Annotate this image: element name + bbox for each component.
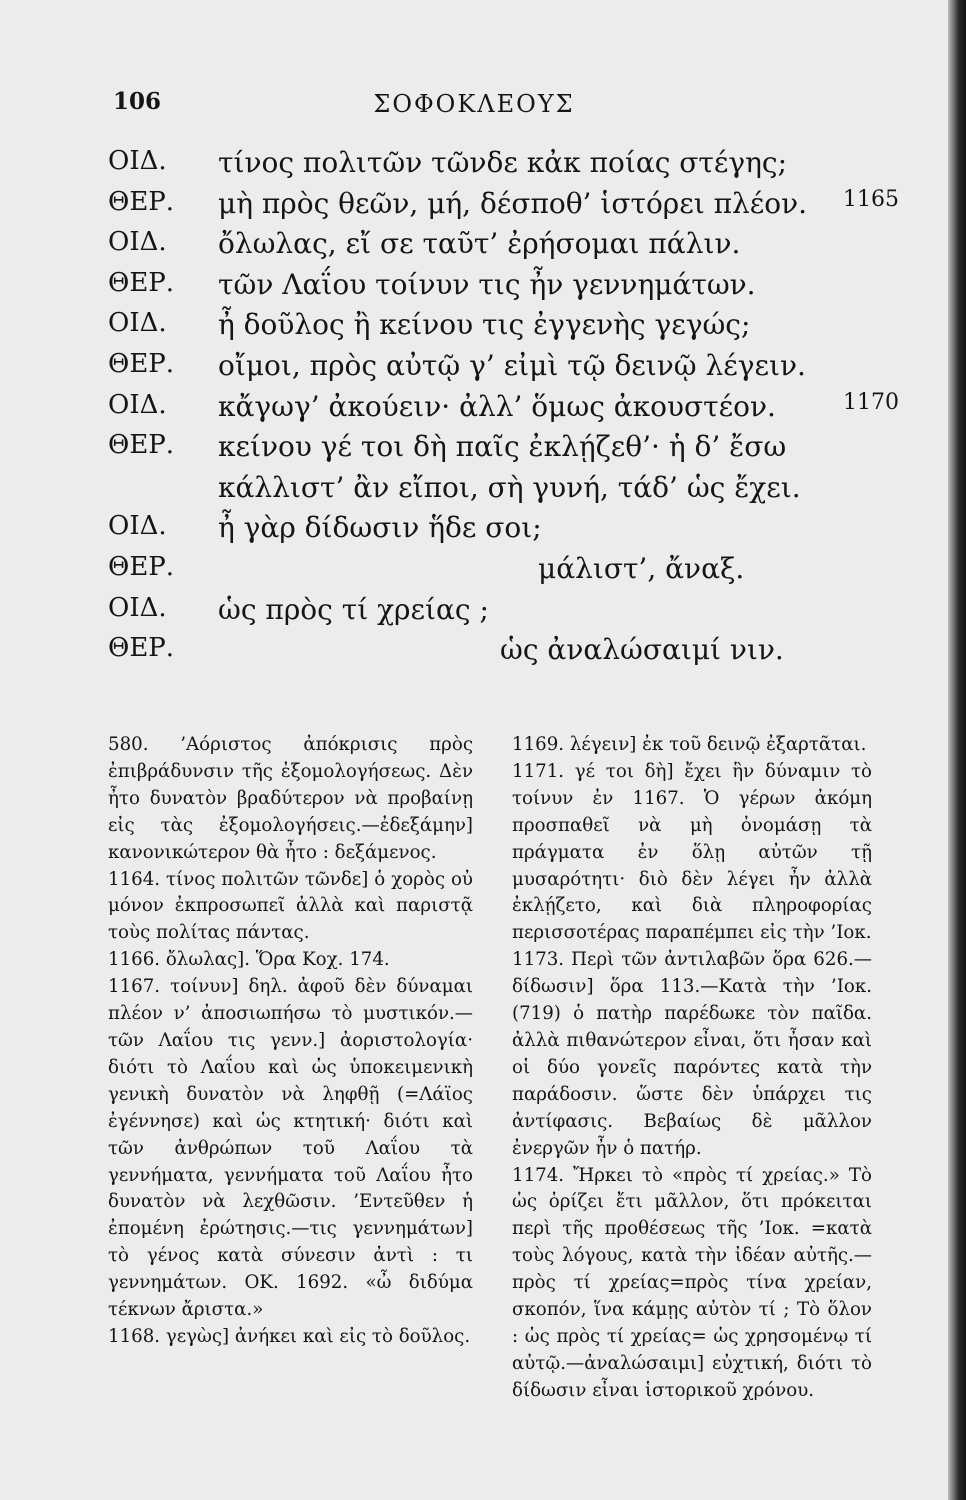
speaker-label: ΘΕΡ.: [108, 267, 175, 298]
verse-line: [100, 430, 920, 471]
running-title: ΣΟΦΟΚΛΕΟΥΣ: [373, 90, 575, 118]
commentary-note: 1174. Ἤρκει τὸ «πρὸς τί χρείας.» Τὸ ὡς ὁρίζει ἔτι μᾶλλον, ὅτι πρόκειται περὶ τῆς προθέσεως τῆς ’Ιοκ. =κατὰ τοὺς λόγους, κατὰ τὴν ἰδέαν αὐτῆς.—πρὸς τί χρείας=πρὸς τίνα χρείαν, σκοπόν, ἵνα κάμῃς αὐτὸν τί ; Τὸ ὅλον : ὡς πρὸς τί χρείας= ὡς χρησομένῳ τί αὐτῷ.—ἀναλώσαιμι] εὐχτική, διότι τὸ δίδωσιν εἶναι ἱστορικοῦ χρόνου.: [512, 1164, 872, 1401]
verse-text: ὡς πρὸς τί χρείας ;: [218, 592, 489, 626]
verse-text: κείνου γέ τοι δὴ παῖς ἐκλῄζεθ’· ἡ δ’ ἔσω: [218, 430, 787, 464]
verse-line: [100, 471, 920, 512]
speaker-label: ΘΕΡ.: [108, 551, 175, 582]
verse-text: μὴ πρὸς θεῶν, μή, δέσποθ’ ἱστόρει πλέον.: [218, 186, 808, 220]
verse-text: τίνος πολιτῶν τῶνδε κἀκ ποίας στέγης;: [218, 146, 788, 179]
speaker-label: ΟΙΔ.: [108, 227, 167, 258]
verse-text: μάλιστ’, ἄναξ.: [538, 551, 745, 585]
speaker-label: ΟΙΔ.: [108, 308, 167, 339]
verse-text: ἦ γὰρ δίδωσιν ἥδε σοι;: [218, 511, 542, 545]
verse-line: [100, 511, 920, 552]
page-header: [0, 88, 948, 128]
verse-line: [100, 187, 920, 228]
verse-text: κἄγωγ’ ἀκούειν· ἀλλ’ ὅμως ἀκουστέον.: [218, 389, 776, 423]
page-edge-shadow: [948, 0, 966, 1500]
commentary-note: 580. ’Αόριστος ἀπόκρισις πρὸς ἐπιβράδυνσιν τῆς ἐξομολογήσεως. Δὲν ἦτο δυνατὸν βραδύτερον νὰ προβαίνῃ εἰς τὰς ἐξομολογήσεις.—ἐδεξάμην] κανονικώτερον θὰ ἦτο : δεξάμενος.: [108, 734, 473, 863]
verse-line: [100, 146, 920, 187]
verse-line: [100, 390, 920, 431]
commentary-note: 1169. λέγειν] ἐκ τοῦ δεινῷ ἐξαρτᾶται.: [512, 734, 867, 755]
verse-text: ὡς ἀναλώσαιμί νιν.: [500, 633, 784, 667]
commentary-right-column: [512, 732, 872, 1405]
verse-text: ἦ δοῦλος ἢ κείνου τις ἐγγενὴς γεγώς;: [218, 308, 751, 342]
line-number: 1165: [843, 186, 899, 212]
commentary-note: 1167. τοίνυν] δηλ. ἀφοῦ δὲν δύναμαι πλέον ν’ ἀποσιωπήσω τὸ μυστικόν.—τῶν Λαΐου τις γενν.] ἀοριστολογία· διότι τὸ Λαΐου καὶ ὡς ὑποκειμενικὴ γενικὴ δυνατὸν νὰ ληφθῇ (=Λάϊος ἐγέννησε) καὶ ὡς κτητική· διότι καὶ τῶν ἀνθρώπων τοῦ Λαΐου τὰ γεννήματα, γεννήματα τοῦ Λαΐου ἦτο δυνατὸν νὰ λεχθῶσιν. ’Εντεῦθεν ἡ ἐπομένη ἐρώτησις.—τις γεννημάτων] τὸ γένος κατὰ σύνεσιν ἀντὶ : τι γεννημάτων. ΟΚ. 1692. «ὦ διδύμα τέκνων ἄριστα.»: [108, 976, 473, 1321]
commentary-note: 1168. γεγὼς] ἀνήκει καὶ εἰς τὸ δοῦλος.: [108, 1325, 471, 1347]
verse-text: ὄλωλας, εἴ σε ταῦτ’ ἐρήσομαι πάλιν.: [218, 227, 741, 261]
speaker-label: ΟΙΔ.: [108, 511, 167, 542]
speaker-label: ΘΕΡ.: [108, 430, 175, 461]
verse-text: τῶν Λαΐου τοίνυν τις ἦν γεννημάτων.: [218, 267, 756, 301]
speaker-label: ΟΙΔ.: [108, 389, 167, 420]
commentary-note: 1171. γέ τοι δὴ] ἔχει ἣν δύναμιν τὸ τοίνυν ἐν 1167. Ὁ γέρων ἀκόμη προσπαθεῖ νὰ μὴ ὀνομάσῃ τὰ πράγματα ἐν ὅλῃ αὐτῶν τῇ μυσαρότητι· διὸ δὲν λέγει ἦν ἀλλὰ ἐκλῄζετο, καὶ διὰ πληροφορίας περισσοτέρας παραπέμπει εἰς τὴν ’Ιοκ.: [512, 760, 872, 944]
commentary-note: 1164. τίνος πολιτῶν τῶνδε] ὁ χορὸς οὐ μόνον ἐκπροσωπεῖ ἀλλὰ καὶ παριστᾷ τοὺς πολίτας πάντας.: [108, 868, 473, 944]
speaker-label: ΟΙΔ.: [108, 592, 167, 623]
verse-line: [100, 593, 920, 634]
verse-block: [100, 146, 920, 674]
verse-line: [100, 633, 920, 674]
verse-line: [100, 308, 920, 349]
line-number: 1170: [843, 389, 899, 415]
verse-line: [100, 268, 920, 309]
speaker-label: ΘΕΡ.: [108, 186, 175, 217]
verse-line: [100, 349, 920, 390]
speaker-label: ΟΙΔ.: [108, 146, 167, 176]
verse-text: κάλλιστ’ ἂν εἴποι, σὴ γυνή, τάδ’ ὡς ἔχει.: [218, 470, 801, 504]
verse-line: [100, 227, 920, 268]
verse-line: [100, 552, 920, 593]
commentary-note: 1173. Περὶ τῶν ἀντιλαβῶν ὅρα 626.—δίδωσιν] ὅρα 113.—Κατὰ τὴν ’Ιοκ. (719) ὁ πατὴρ παρέδωκε τὸν παῖδα. ἀλλὰ πιθανώτερον εἶναι, ὅτι ἦσαν καὶ οἱ δύο γονεῖς παρόντες κατὰ τὴν παράδοσιν. ὥστε δὲν ὑπάρχει τις ἀντίφασις. Βεβαίως δὲ μᾶλλον ἐνεργῶν ἦν ὁ πατήρ.: [512, 949, 872, 1159]
page-number: 106: [113, 88, 162, 115]
commentary-note: 1166. ὄλωλας]. Ὅρα Κοχ. 174.: [108, 949, 390, 971]
speaker-label: ΘΕΡ.: [108, 348, 175, 379]
verse-text: οἴμοι, πρὸς αὐτῷ γ’ εἰμὶ τῷ δεινῷ λέγειν.: [218, 348, 806, 382]
speaker-label: ΘΕΡ.: [108, 633, 175, 664]
commentary-left-column: [108, 732, 473, 1351]
